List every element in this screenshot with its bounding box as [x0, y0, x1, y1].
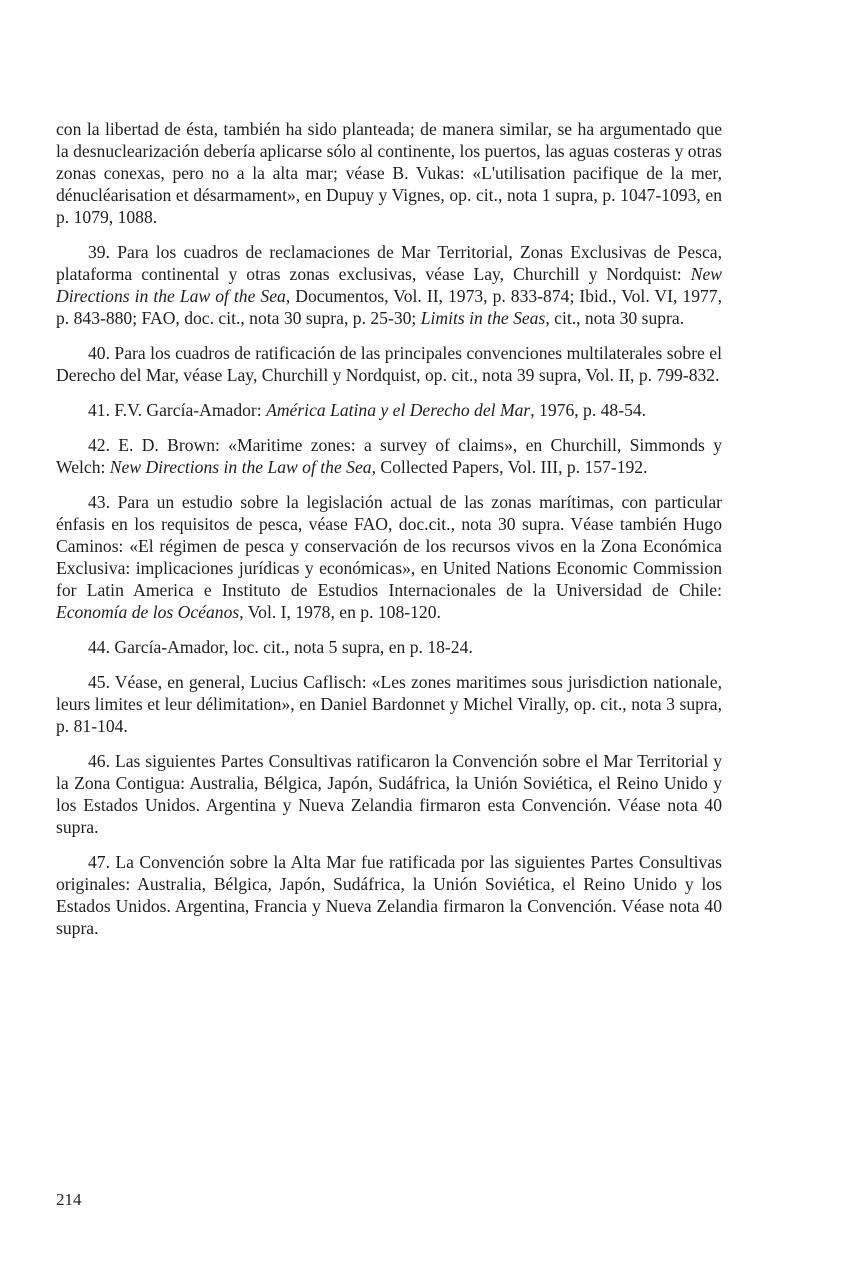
- footnote-text: , Vol. I, 1978, en p. 108-120.: [239, 602, 441, 622]
- footnote-text: 44. García-Amador, loc. cit., nota 5 supra, en p. 18-24.: [88, 637, 473, 657]
- footnote-text: 43. Para un estudio sobre la legislación actual de las zonas marítimas, con particular énfasis en los requisitos de pesca, véase FAO, doc.cit., nota 30 supra. Véase también Hugo Caminos: «El régimen de pesca y conservación de los recursos vivos en la Zona Económica Exclusiva: implicaciones jurídicas y económicas», en United Nations Economic Commission for Latin America e Instituto de Estudios Internacionales de la Universidad de Chile:: [56, 492, 722, 600]
- footnote-text: , 1976, p. 48-54.: [530, 400, 647, 420]
- footnote-39: [56, 241, 722, 329]
- footnote-40: [56, 342, 722, 386]
- footnote-text: 47. La Convención sobre la Alta Mar fue ratificada por las siguientes Partes Consultivas originales: Australia, Bélgica, Japón, Sudáfrica, la Unión Soviética, el Reino Unido y los Estados Unidos. Argentina, Francia y Nueva Zelandia firmaron la Convención. Véase nota 40 supra.: [56, 852, 722, 938]
- footnote-45: [56, 671, 722, 737]
- footnote-46: [56, 750, 722, 838]
- footnote-42: [56, 434, 722, 478]
- footnote-title-italic: Limits in the Seas: [420, 308, 546, 328]
- footnote-44: [56, 636, 722, 658]
- footnote-text: , Documentos, Vol. II, 1973, p. 833-874; Ibid., Vol. VI, 1977, p. 843-880; FAO, doc. cit., nota 30 supra, p. 25-30;: [56, 286, 722, 328]
- footnote-text: 45. Véase, en general, Lucius Caflisch: «Les zones maritimes sous jurisdiction nationale, leurs limites et leur délimitation», en Daniel Bardonnet y Michel Virally, op. cit., nota 3 supra, p. 81-104.: [56, 672, 722, 736]
- footnote-title-italic: New Directions in the Law of the Sea: [56, 264, 722, 306]
- footnote-43: [56, 491, 722, 623]
- footnote-text: 41. F.V. García-Amador:: [88, 400, 267, 420]
- footnote-47: [56, 851, 722, 939]
- footnote-text: , Collected Papers, Vol. III, p. 157-192.: [371, 457, 648, 477]
- footnote-text: , cit., nota 30 supra.: [545, 308, 685, 328]
- footnote-text: 42. E. D. Brown: «Maritime zones: a survey of claims», en Churchill, Simmonds y Welch:: [56, 435, 722, 477]
- footnote-title-italic: New Directions in the Law of the Sea: [109, 457, 372, 477]
- footnote-text: 39. Para los cuadros de reclamaciones de Mar Territorial, Zonas Exclusivas de Pesca, plataforma continental y otras zonas exclusivas, véase Lay, Churchill y Nordquist:: [56, 242, 722, 284]
- footnotes-block: [56, 118, 722, 952]
- footnote-title-italic: América Latina y el Derecho del Mar: [266, 400, 531, 420]
- footnote-title-italic: Economía de los Océanos: [56, 602, 240, 622]
- footnote-41: [56, 399, 722, 421]
- footnote-text: con la libertad de ésta, también ha sido planteada; de manera similar, se ha argumentado que la desnuclearización debería aplicarse sólo al continente, los puertos, las aguas costeras y otras zonas conexas, pero no a la alta mar; véase B. Vukas: «L'utilisation pacifique de la mer, dénucléarisation et désarmament», en Dupuy y Vignes, op. cit., nota 1 supra, p. 1047-1093, en p. 1079, 1088.: [56, 119, 722, 227]
- footnote-text: 46. Las siguientes Partes Consultivas ratificaron la Convención sobre el Mar Territorial y la Zona Contigua: Australia, Bélgica, Japón, Sudáfrica, la Unión Soviética, el Reino Unido y los Estados Unidos. Argentina y Nueva Zelandia firmaron esta Convención. Véase nota 40 supra.: [56, 751, 722, 837]
- footnote-continuation: [56, 118, 722, 228]
- footnote-text: 40. Para los cuadros de ratificación de las principales convenciones multilaterales sobre el Derecho del Mar, véase Lay, Churchill y Nordquist, op. cit., nota 39 supra, Vol. II, p. 799-832.: [56, 343, 722, 385]
- page-number: 214: [56, 1190, 82, 1209]
